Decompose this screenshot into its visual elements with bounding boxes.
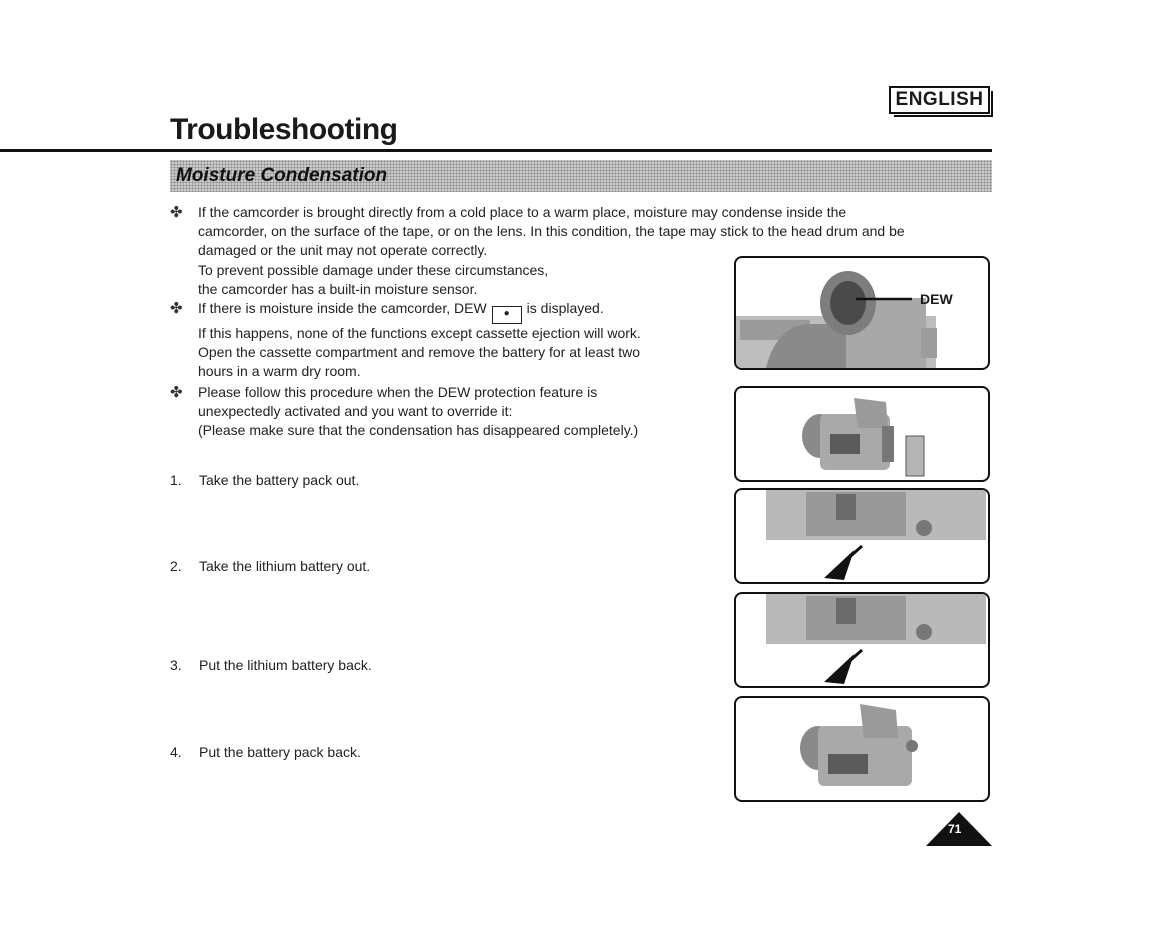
page-number: 71 [948,822,962,836]
page-title: Troubleshooting [170,113,398,146]
text-line: If the camcorder is brought directly from a cold place to a warm place, moisture may condense inside the [198,204,847,220]
text-line: To prevent possible damage under these circumstances, [198,261,549,278]
figure-lithium-battery-out [734,488,990,584]
text-line: (Please make sure that the condensation has disappeared completely.) [198,422,639,439]
text-line: the camcorder has a built-in moisture sensor. [198,280,478,297]
camcorder-viewfinder-illustration [736,258,988,368]
section-title: Moisture Condensation [176,165,388,186]
step-1 [170,472,360,488]
figure-lithium-battery-in [734,592,990,688]
dew-indicator-icon: ● [492,306,522,324]
text-line: Please follow this procedure when the DEW protection feature is [198,384,598,400]
camcorder-lithium-out-illustration [736,490,988,582]
figure-battery-pack-out [734,386,990,482]
dew-text-after: is displayed. [526,300,604,316]
step-2 [170,558,371,574]
bullet-icon: ✤ [170,384,183,401]
camcorder-lithium-in-illustration [736,594,988,686]
step-text: Take the battery pack out. [199,472,360,488]
camcorder-battery-in-illustration [736,698,988,800]
figure-battery-pack-in [734,696,990,802]
bullet-icon: ✤ [170,300,183,317]
language-badge: ENGLISH [889,86,990,114]
paragraph-dew-display [198,299,641,382]
text-line: Open the cassette compartment and remove the battery for at least two [198,344,641,361]
step-text: Put the lithium battery back. [199,657,372,673]
text-line: camcorder, on the surface of the tape, or on the lens. In this condition, the tape may stick to the head drum and be [198,223,905,240]
step-number: 4. [170,744,182,760]
paragraph-override-procedure [198,383,638,441]
step-text: Take the lithium battery out. [199,558,371,574]
step-text: Put the battery pack back. [199,744,361,760]
dew-label: DEW [920,291,953,307]
step-number: 1. [170,472,182,488]
dew-text-before: If there is moisture inside the camcorder, DEW [198,300,487,316]
title-divider [0,149,992,152]
text-line: unexpectedly activated and you want to override it: [198,403,513,420]
text-line: hours in a warm dry room. [198,363,361,380]
step-number: 3. [170,657,182,673]
figure-dew-viewfinder [734,256,990,370]
text-line [198,299,641,324]
text-line: damaged or the unit may not operate correctly. [198,242,488,259]
text-line: If this happens, none of the functions except cassette ejection will work. [198,325,641,341]
camcorder-battery-out-illustration [736,388,988,480]
step-number: 2. [170,558,182,574]
step-3 [170,657,372,673]
step-4 [170,744,361,760]
bullet-icon: ✤ [170,204,183,221]
